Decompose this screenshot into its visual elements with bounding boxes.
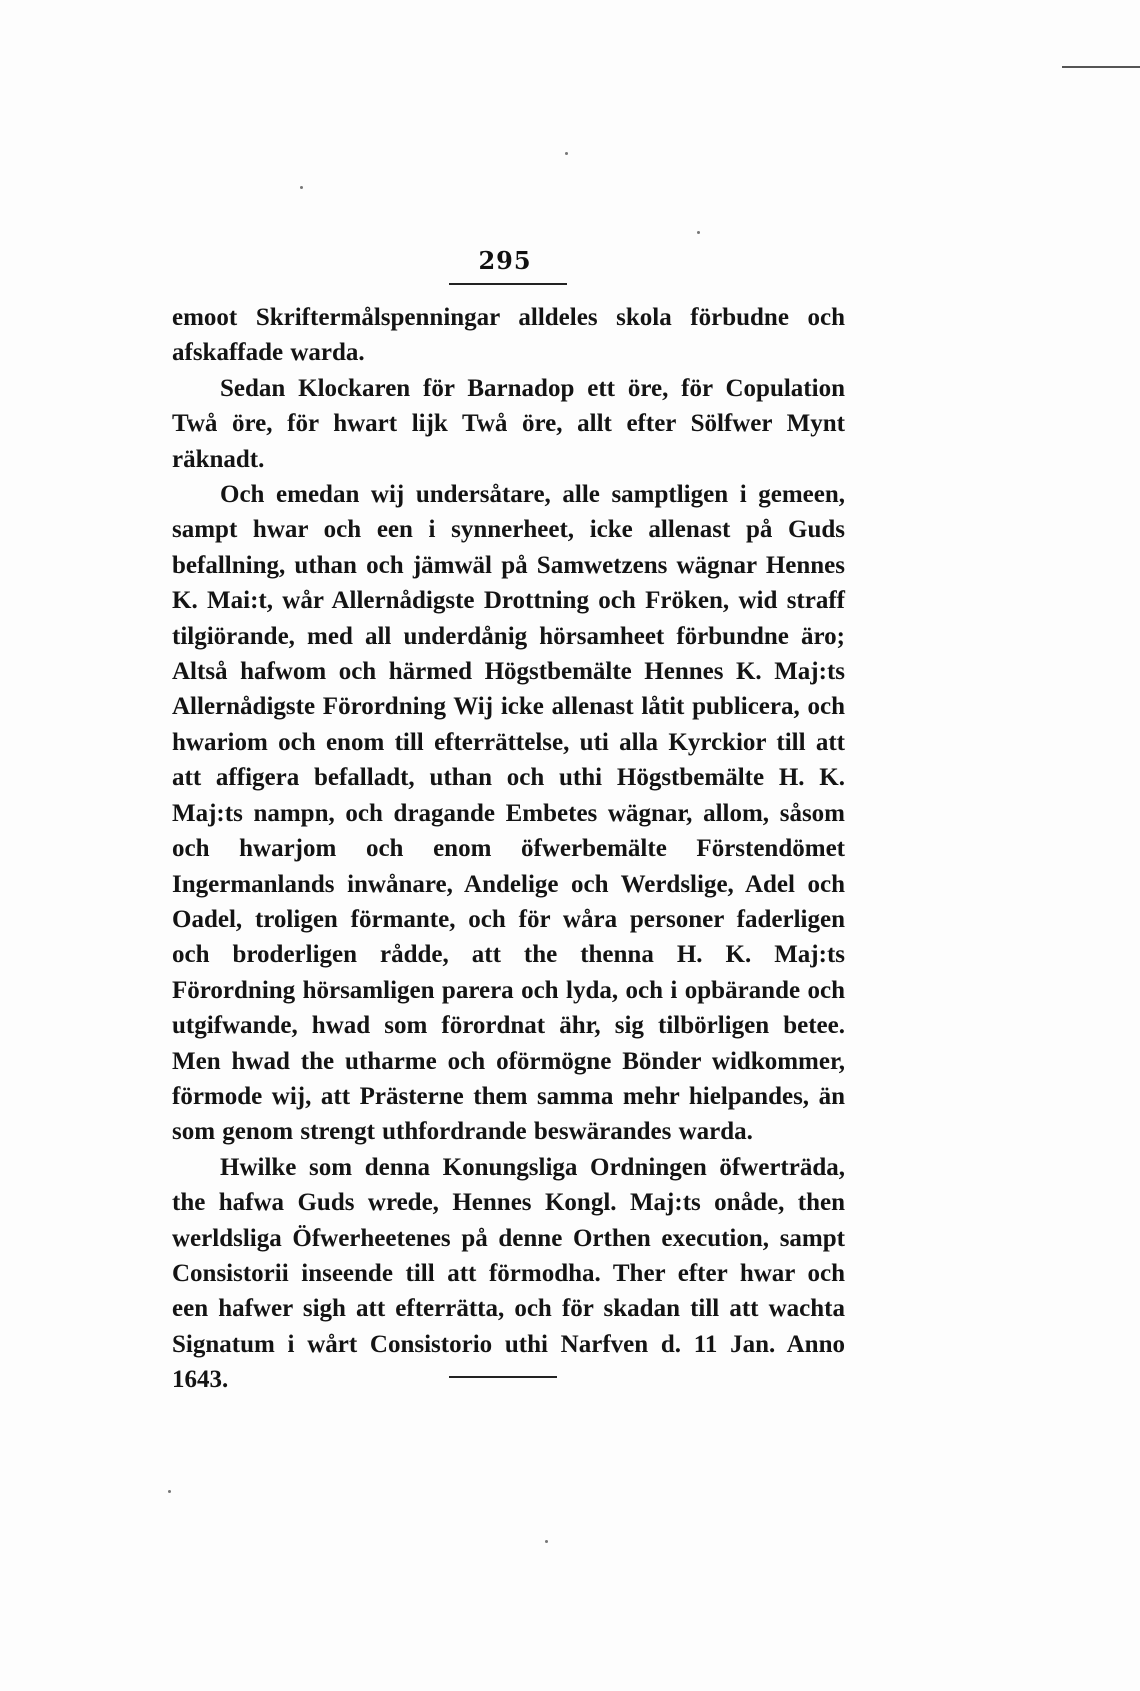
scan-speck [565,152,568,155]
paragraph-continuation: emoot Skriftermålspenningar alldeles skola förbudne och afskaffade warda. [172,304,845,367]
scan-speck [545,1540,548,1543]
scan-speck [168,1490,171,1493]
end-rule [449,1376,557,1378]
body-text [172,300,845,1398]
paragraph-closing: Hwilke som denna Konungsliga Ordningen öfwerträda, the hafwa Guds wrede, Hennes Kongl. Maj:ts onåde, then werldsliga Öfwerheetenes på denne Orthen execution, sampt Consistorii inseende till att förmodha. Ther efter hwar och een hafwer sigh att efterrätta, och för skadan till att wachta Signatum i wårt Consistorio uthi Narfven d. 11 Jan. Anno 1643. [172,1153,845,1394]
paragraph-ordinance: Och emedan wij undersåtare, alle samptligen i gemeen, sampt hwar och een i synnerheet, icke allenast på Guds befallning, uthan och jämwäl på Samwetzens wägnar Hennes K. Mai:t, wår Allernådigste Drottning och Fröken, wid straff tilgiörande, med all underdånig hörsamheet förbundne äro; Altså hafwom och härmed Högstbemälte Hennes K. Maj:ts Allernådigste Förordning Wij icke allenast låtit publicera, och hwariom och enom till efterrättelse, uti alla Kyrckior till att att affigera befalladt, uthan och uthi Högstbemälte H. K. Maj:ts nampn, och dragande Embetes wägnar, allom, såsom och hwarjom och enom öfwerbemälte Förstendömet Ingermanlands inwånare, Andelige och Werdslige, Adel och Oadel, troligen förmante, och för wåra personer faderligen och broderligen rådde, att the thenna H. K. Maj:ts Förordning hörsamligen parera och lyda, och i opbärande och utgifwande, hwad som förordnat ähr, sig tilbörligen betee. Men hwad the utharme och oförmögne Bönder widkommer, förmode wij, att Prästerne them samma mehr hielpandes, än som genom strengt uthfordrande beswärandes warda. [172,481,845,1146]
page-number-rule [449,283,567,285]
paragraph-fees: Sedan Klockaren för Barnadop ett öre, för Copulation Twå öre, för hwart lijk Twå öre, allt efter Sölfwer Mynt räknadt. [172,374,845,473]
scan-speck [697,231,700,234]
scan-speck [300,186,303,189]
page-number: 295 [478,246,532,275]
scan-edge-rule [1062,66,1140,68]
